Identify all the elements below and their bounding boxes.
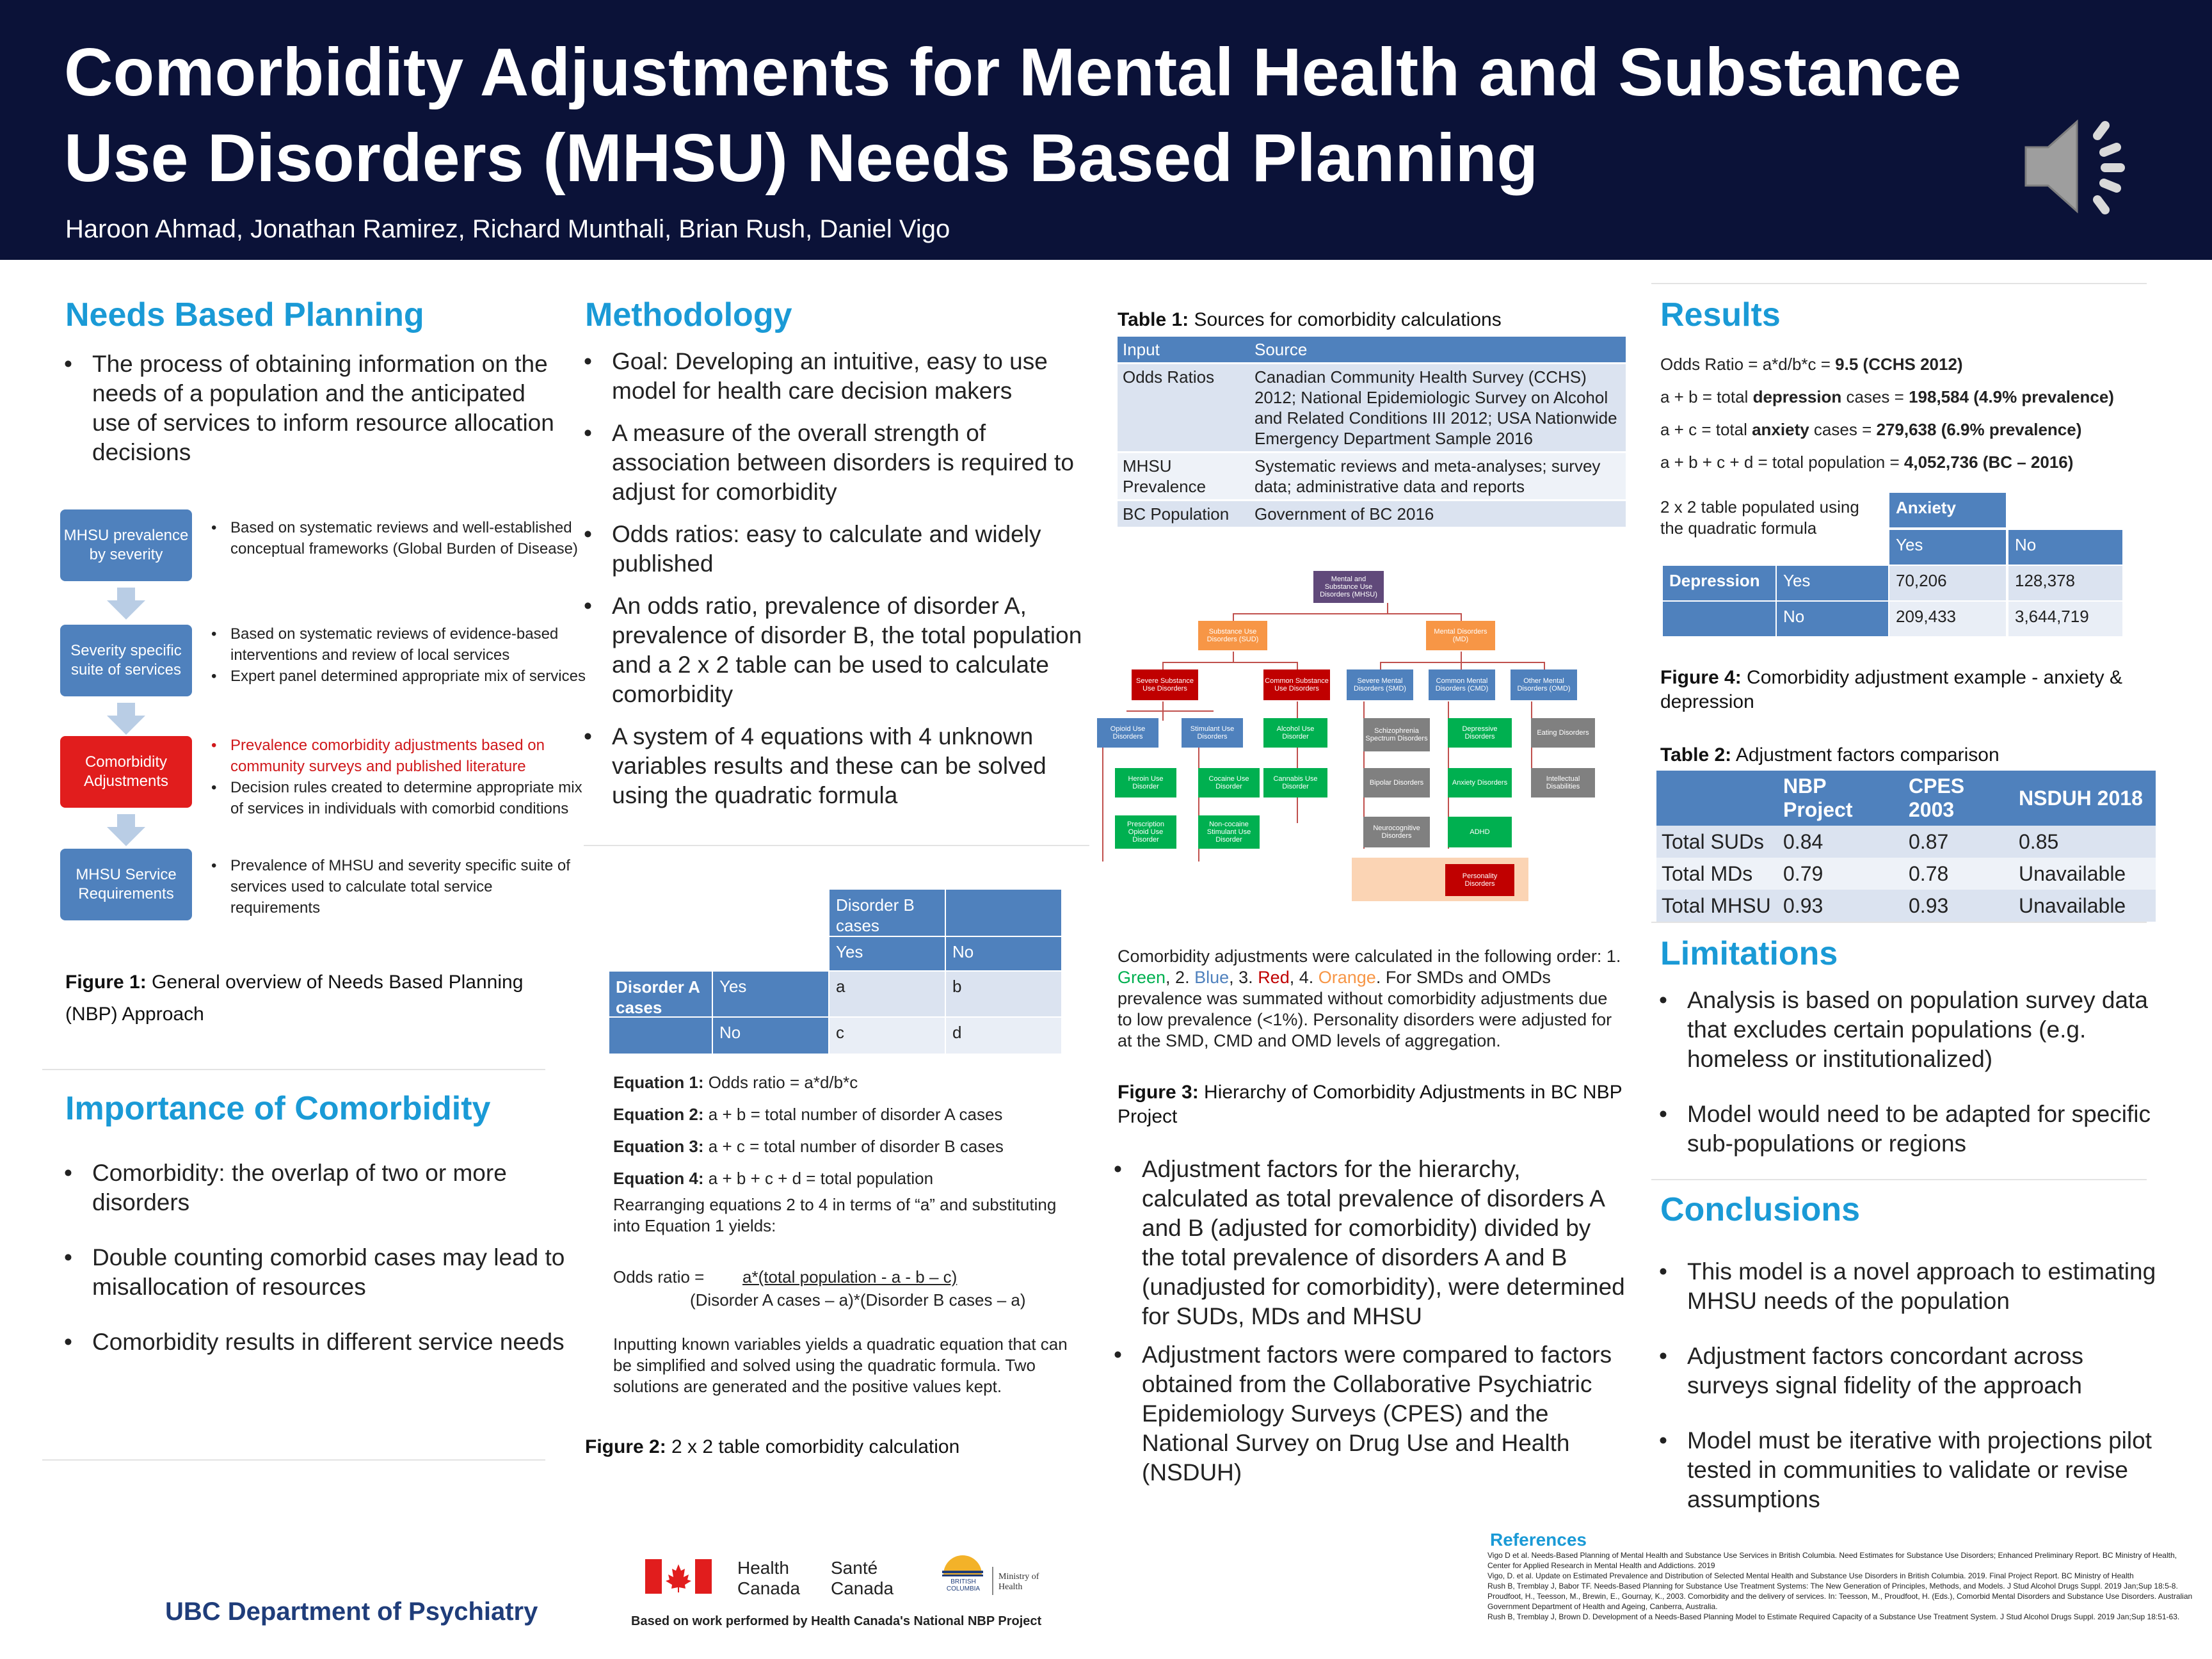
- odds-ratio-denominator: (Disorder A cases – a)*(Disorder B cases – a): [690, 1290, 1026, 1310]
- node-cannabis: Cannabis Use Disorder: [1263, 768, 1327, 797]
- table-header: Input: [1118, 337, 1249, 364]
- list-item: • Analysis is based on population survey data that excludes certain populations (e.g. homeless or institutionalized): [1659, 986, 2165, 1074]
- flow-box-requirements: MHSU Service Requirements: [60, 849, 192, 920]
- references-list: [1487, 1550, 2198, 1622]
- flow-arrow: [117, 703, 135, 716]
- divider: [584, 845, 1089, 846]
- table-row: [1118, 337, 1626, 364]
- result-line: a + b = total depression cases = 198,584 (4.9% prevalence): [1660, 387, 2114, 406]
- list-item: • This model is a novel approach to estimating MHSU needs of the population: [1659, 1257, 2165, 1316]
- node-stimulant: Stimulant Use Disorders: [1182, 718, 1243, 748]
- depression-no: No: [1777, 602, 1888, 636]
- ubc-logo: UBC Department of Psychiatry: [165, 1598, 538, 1626]
- node-heroin: Heroin Use Disorder: [1115, 768, 1176, 797]
- table-row: [1118, 501, 1626, 528]
- node-omd: Other Mental Disorders (OMD): [1511, 669, 1577, 700]
- table-cell: Total MHSU: [1656, 890, 1778, 922]
- reference-item: Vigo, D. et al. Update on Estimated Prevalence and Distribution of Selected Mental Health and Substance Use Disorders in British Columbia. 2019. Final Project Report. BC Ministry of Health: [1487, 1571, 2134, 1580]
- list-item: • An odds ratio, prevalence of disorder A, prevalence of disorder B, the total population and a 2 x 2 table can be used to calculate comorbidity: [584, 591, 1089, 709]
- divider: [1651, 1179, 2147, 1180]
- flow-notes-3: [209, 735, 586, 819]
- table-cell: 0.78: [1903, 858, 2014, 890]
- table-row: [1656, 858, 2156, 890]
- reference-item: Rush B, Tremblay J, Brown D. Development of a Needs-Based Planning Model to Estimate Required Capacity of a Substance Use Treatment System. J Stud Alcohol Drugs Suppl. 2019 Jan;Sup 18:51-63.: [1487, 1612, 2180, 1621]
- list-item: • Based on systematic reviews and well-established conceptual frameworks (Global Burden of Disease): [209, 517, 586, 559]
- grid-a-yes: Yes: [713, 972, 828, 1016]
- depression-yes: Yes: [1777, 566, 1888, 600]
- table-header: CPES 2003: [1903, 771, 2014, 826]
- flow-box-prevalence: MHSU prevalence by severity: [60, 509, 192, 581]
- node-sud: Substance Use Disorders (SUD): [1198, 621, 1267, 650]
- odds-ratio-lhs: Odds ratio =: [613, 1267, 705, 1286]
- anxiety-header: Anxiety: [1889, 493, 2006, 527]
- table-row: [1118, 453, 1626, 501]
- result-line: a + c = total anxiety cases = 279,638 (6.9% prevalence): [1660, 420, 2082, 439]
- node-anxiety: Anxiety Disorders: [1448, 768, 1512, 797]
- table-row: [1656, 771, 2156, 826]
- grid-blank: [609, 1018, 712, 1054]
- poster-title: Comorbidity Adjustments for Mental Health and Substance Use Disorders (MHSU) Needs Based Planning: [64, 35, 1962, 196]
- list-item: • Adjustment factors for the hierarchy, calculated as total prevalence of disorders A and B (adjusted for comorbidity) divided by the total prevalence of disorders A and B (unadjusted for comorbidity), were determined for SUDs, MDs and MHSU: [1114, 1155, 1626, 1331]
- table-cell: 0.93: [1903, 890, 2014, 922]
- list-item: • Model must be iterative with projections pilot tested in communities to validate or revise assumptions: [1659, 1426, 2165, 1514]
- node-severe-sud: Severe Substance Use Disorders: [1132, 669, 1198, 700]
- table-cell: MHSU Prevalence: [1118, 453, 1249, 501]
- conclusions-bullets: [1659, 1257, 2165, 1527]
- flow-box-severity: Severity specific suite of services: [60, 625, 192, 696]
- grid-cell-c: c: [830, 1018, 945, 1054]
- list-item: • Adjustment factors were compared to factors obtained from the Collaborative Psychiatric Epidemiology Surveys (CPES) and the National Survey on Drug Use and Health (NSDUH): [1114, 1340, 1626, 1487]
- results-heading: Results: [1660, 296, 1781, 333]
- flow-arrow: [117, 814, 135, 827]
- table-cell: Unavailable: [2014, 890, 2156, 922]
- list-item: • Comorbidity: the overlap of two or more disorders: [64, 1158, 570, 1217]
- list-item: • Goal: Developing an intuitive, easy to use model for health care decision makers: [584, 347, 1089, 406]
- odds-ratio-numerator: a*(total population - a - b – c): [742, 1267, 958, 1286]
- grid-blank: [1663, 602, 1775, 636]
- table-2-caption: Table 2: Adjustment factors comparison: [1660, 744, 2000, 765]
- node-mhsu: Mental and Substance Use Disorders (MHSU): [1313, 571, 1384, 603]
- table-cell: Unavailable: [2014, 858, 2156, 890]
- list-item: • A system of 4 equations with 4 unknown variables results and these can be solved using the quadratic formula: [584, 722, 1089, 810]
- table-header: Source: [1249, 337, 1626, 364]
- health-canada-fr: Santé Canada: [831, 1558, 894, 1598]
- node-personality: Personality Disorders: [1445, 864, 1514, 896]
- table-header: NBP Project: [1778, 771, 1903, 826]
- bc-logo-text: BRITISH COLUMBIA: [946, 1578, 981, 1592]
- list-item: • Prevalence of MHSU and severity specific suite of services used to calculate total service requirements: [209, 855, 586, 918]
- list-item: • Decision rules created to determine appropriate mix of services in individuals with comorbid conditions: [209, 777, 586, 819]
- result-line: Odds Ratio = a*d/b*c = 9.5 (CCHS 2012): [1660, 355, 1963, 374]
- table-2: [1656, 771, 2156, 922]
- table-1-caption: Table 1: Sources for comorbidity calculations: [1118, 309, 1502, 330]
- figure-3-caption: Figure 3: Hierarchy of Comorbidity Adjustments in BC NBP Project: [1118, 1082, 1623, 1127]
- health-canada-en: Health Canada: [737, 1558, 801, 1598]
- methodology-bullets: [584, 347, 1089, 823]
- node-md: Mental Disorders (MD): [1426, 621, 1495, 650]
- table-cell: 0.87: [1903, 826, 2014, 858]
- list-item: • Odds ratios: easy to calculate and widely published: [584, 520, 1089, 579]
- list-item: • Expert panel determined appropriate mix of services: [209, 666, 586, 687]
- conclusions-heading: Conclusions: [1660, 1191, 1861, 1228]
- depression-header: Depression: [1663, 566, 1775, 600]
- nbp-heading: Needs Based Planning: [65, 296, 424, 333]
- value-no-yes: 209,433: [1889, 602, 2006, 636]
- node-depressive: Depressive Disorders: [1448, 718, 1512, 748]
- equations: [613, 1066, 1087, 1194]
- divider: [42, 1459, 545, 1461]
- table-row: [1656, 890, 2156, 922]
- figure-2-caption: Figure 2: 2 x 2 table comorbidity calculation: [585, 1436, 960, 1457]
- inputting-text: Inputting known variables yields a quadratic equation that can be simplified and solved using the quadratic formula. Two solutions are generated and the positive values kept.: [613, 1334, 1068, 1396]
- equation-4: Equation 4: a + b + c + d = total population: [613, 1169, 934, 1188]
- table-cell: Total SUDs: [1656, 826, 1778, 858]
- node-opioid: Opioid Use Disorders: [1097, 718, 1158, 748]
- value-yes-no: 128,378: [2008, 566, 2122, 600]
- reference-item: Rush B, Tremblay J, Babor TF. Needs-Based Planning for Substance Use Treatment Systems: The New Generation of Principles, Methods, and Models. J Stud Alcohol Drugs Suppl. 2019 Jan;Sup 18:5-8.: [1487, 1582, 2178, 1591]
- table-header: NSDUH 2018: [2014, 771, 2156, 826]
- grid-cell-b: b: [946, 972, 1061, 1016]
- anxiety-yes: Yes: [1889, 530, 2006, 565]
- equation-2: Equation 2: a + b = total number of disorder A cases: [613, 1105, 1003, 1124]
- table-cell: Government of BC 2016: [1249, 501, 1626, 528]
- value-no-no: 3,644,719: [2008, 602, 2122, 636]
- grid-cell-a: a: [830, 972, 945, 1016]
- node-smd: Severe Mental Disorders (SMD): [1347, 669, 1413, 700]
- anxiety-no: No: [2008, 530, 2122, 565]
- limitations-bullets: [1659, 986, 2165, 1171]
- table-cell: 0.85: [2014, 826, 2156, 858]
- nbp-bullets: [64, 349, 570, 480]
- flow-box-comorbidity: Comorbidity Adjustments: [60, 736, 192, 808]
- results-lines: [1660, 348, 2147, 479]
- grid-a-header: Disorder A cases: [609, 972, 712, 1016]
- quad-note: 2 x 2 table populated using the quadratic formula: [1660, 497, 1859, 538]
- node-schizophrenia: Schizophrenia Spectrum Disorders: [1363, 718, 1430, 751]
- table-cell: Canadian Community Health Survey (CCHS) 2012; National Epidemiologic Survey on Alcohol and Related Conditions III 2012; USA Nationwide Emergency Department Sample 2016: [1249, 364, 1626, 453]
- node-neurocognitive: Neurocognitive Disorders: [1363, 817, 1430, 847]
- node-prescription-opioid: Prescription Opioid Use Disorder: [1115, 815, 1176, 849]
- node-alcohol: Alcohol Use Disorder: [1263, 718, 1327, 748]
- rearrange-text: Rearranging equations 2 to 4 in terms of “a” and substituting into Equation 1 yields:: [613, 1195, 1057, 1235]
- list-item: • Adjustment factors concordant across surveys signal fidelity of the approach: [1659, 1342, 2165, 1400]
- equation-1: Equation 1: Odds ratio = a*d/b*c: [613, 1073, 858, 1092]
- grid-b-no: No: [946, 937, 1061, 970]
- list-item: • Based on systematic reviews of evidence-based interventions and review of local services: [209, 623, 586, 666]
- value-yes-yes: 70,206: [1889, 566, 2006, 600]
- hierarchy-bullets: [1114, 1155, 1626, 1500]
- node-cocaine: Cocaine Use Disorder: [1198, 768, 1260, 797]
- flow-arrow: [117, 588, 135, 600]
- equation-3: Equation 3: a + c = total number of disorder B cases: [613, 1137, 1004, 1156]
- table-row: [1656, 826, 2156, 858]
- table-cell: 0.93: [1778, 890, 1903, 922]
- references-heading: References: [1490, 1530, 1587, 1550]
- list-item: • A measure of the overall strength of association between disorders is required to adjust for comorbidity: [584, 419, 1089, 507]
- node-cmd: Common Mental Disorders (CMD): [1429, 669, 1495, 700]
- limitations-heading: Limitations: [1660, 935, 1838, 972]
- flow-arrow: [107, 827, 145, 846]
- methodology-heading: Methodology: [585, 296, 792, 333]
- importance-bullets: [64, 1158, 570, 1370]
- node-bipolar: Bipolar Disorders: [1363, 768, 1430, 797]
- flow-notes-4: [209, 855, 586, 918]
- table-cell: Total MDs: [1656, 858, 1778, 890]
- table-cell: Odds Ratios: [1118, 364, 1249, 453]
- list-item: • Comorbidity results in different service needs: [64, 1327, 570, 1357]
- list-item: • The process of obtaining information on the needs of a population and the anticipated use of services to inform resource allocation decisions: [64, 349, 570, 467]
- grid-b-yes: Yes: [830, 937, 945, 970]
- node-intellectual: Intellectual Disabilities: [1531, 768, 1595, 797]
- grid-cell-d: d: [946, 1018, 1061, 1054]
- comorbidity-order-text: Comorbidity adjustments were calculated in the following order: 1. Green, 2. Blue, 3. Red, 4. Orange. For SMDs and OMDs prevalence was summated without comorbidity adjustments due to low prevalence (<1%). Personality disorders were adjusted for at the SMD, CMD and OMD levels of aggregation.: [1118, 947, 1621, 1050]
- speaker-icon[interactable]: [2019, 102, 2147, 230]
- table-row: [1118, 364, 1626, 453]
- grid-b-header: Disorder B cases: [830, 890, 945, 936]
- list-item: • Double counting comorbid cases may lead to misallocation of resources: [64, 1243, 570, 1302]
- figure-4-caption: Figure 4: Comorbidity adjustment example - anxiety & depression: [1660, 667, 2122, 712]
- figure-1-caption: Figure 1: General overview of Needs Based Planning (NBP) Approach: [65, 972, 524, 1025]
- reference-item: Vigo D et al. Needs-Based Planning of Mental Health and Substance Use Services in British Columbia. Need Estimates for Substance Use Disorders; Enhanced Preliminary Report. BC Ministry of Health, Center for Applied Research in Mental Health and Addictions. 2019: [1487, 1551, 2177, 1570]
- grid-a-no: No: [713, 1018, 828, 1054]
- table-cell: BC Population: [1118, 501, 1249, 528]
- divider: [42, 1069, 545, 1070]
- node-noncocaine-stimulant: Non-cocaine Stimulant Use Disorder: [1198, 815, 1260, 849]
- table-cell: Systematic reviews and meta-analyses; survey data; administrative data and reports: [1249, 453, 1626, 501]
- divider: [992, 1567, 993, 1595]
- list-item: • Prevalence comorbidity adjustments based on community surveys and published literature: [209, 735, 586, 777]
- result-line: a + b + c + d = total population = 4,052,736 (BC – 2016): [1660, 453, 2074, 472]
- based-on-text: Based on work performed by Health Canada's National NBP Project: [631, 1614, 1042, 1628]
- importance-heading: Importance of Comorbidity: [65, 1090, 491, 1127]
- table-cell: 0.79: [1778, 858, 1903, 890]
- bc-sun-icon: [940, 1551, 986, 1577]
- ministry-of-health: Ministry of Health: [998, 1572, 1039, 1592]
- grid-blank: [946, 890, 1061, 936]
- flow-notes-2: [209, 623, 586, 687]
- flow-arrow: [107, 600, 145, 620]
- table-1: [1118, 337, 1626, 529]
- flow-arrow: [107, 716, 145, 735]
- table-header: [1656, 771, 1778, 826]
- node-eating: Eating Disorders: [1531, 718, 1595, 748]
- table-cell: 0.84: [1778, 826, 1903, 858]
- reference-item: Proudfoot, H., Teesson, M., Brewin, E., Gournay, K., 2003. Comorbidity and the delivery of services. In: Teesson, M., Proudfoot, H. (Eds.), Comorbid Mental Disorders and Substance Use Disorders. Australian Government Department of Health and Ageing, Canberra, Australia.: [1487, 1592, 2193, 1611]
- flow-notes-1: [209, 517, 586, 559]
- divider: [1651, 922, 2147, 923]
- list-item: • Model would need to be adapted for specific sub-populations or regions: [1659, 1100, 2165, 1158]
- authors: Haroon Ahmad, Jonathan Ramirez, Richard Munthali, Brian Rush, Daniel Vigo: [65, 215, 950, 243]
- divider: [1651, 283, 2147, 284]
- node-adhd: ADHD: [1448, 817, 1512, 847]
- node-common-sud: Common Substance Use Disorders: [1263, 669, 1330, 700]
- canada-flag-icon: [645, 1559, 712, 1594]
